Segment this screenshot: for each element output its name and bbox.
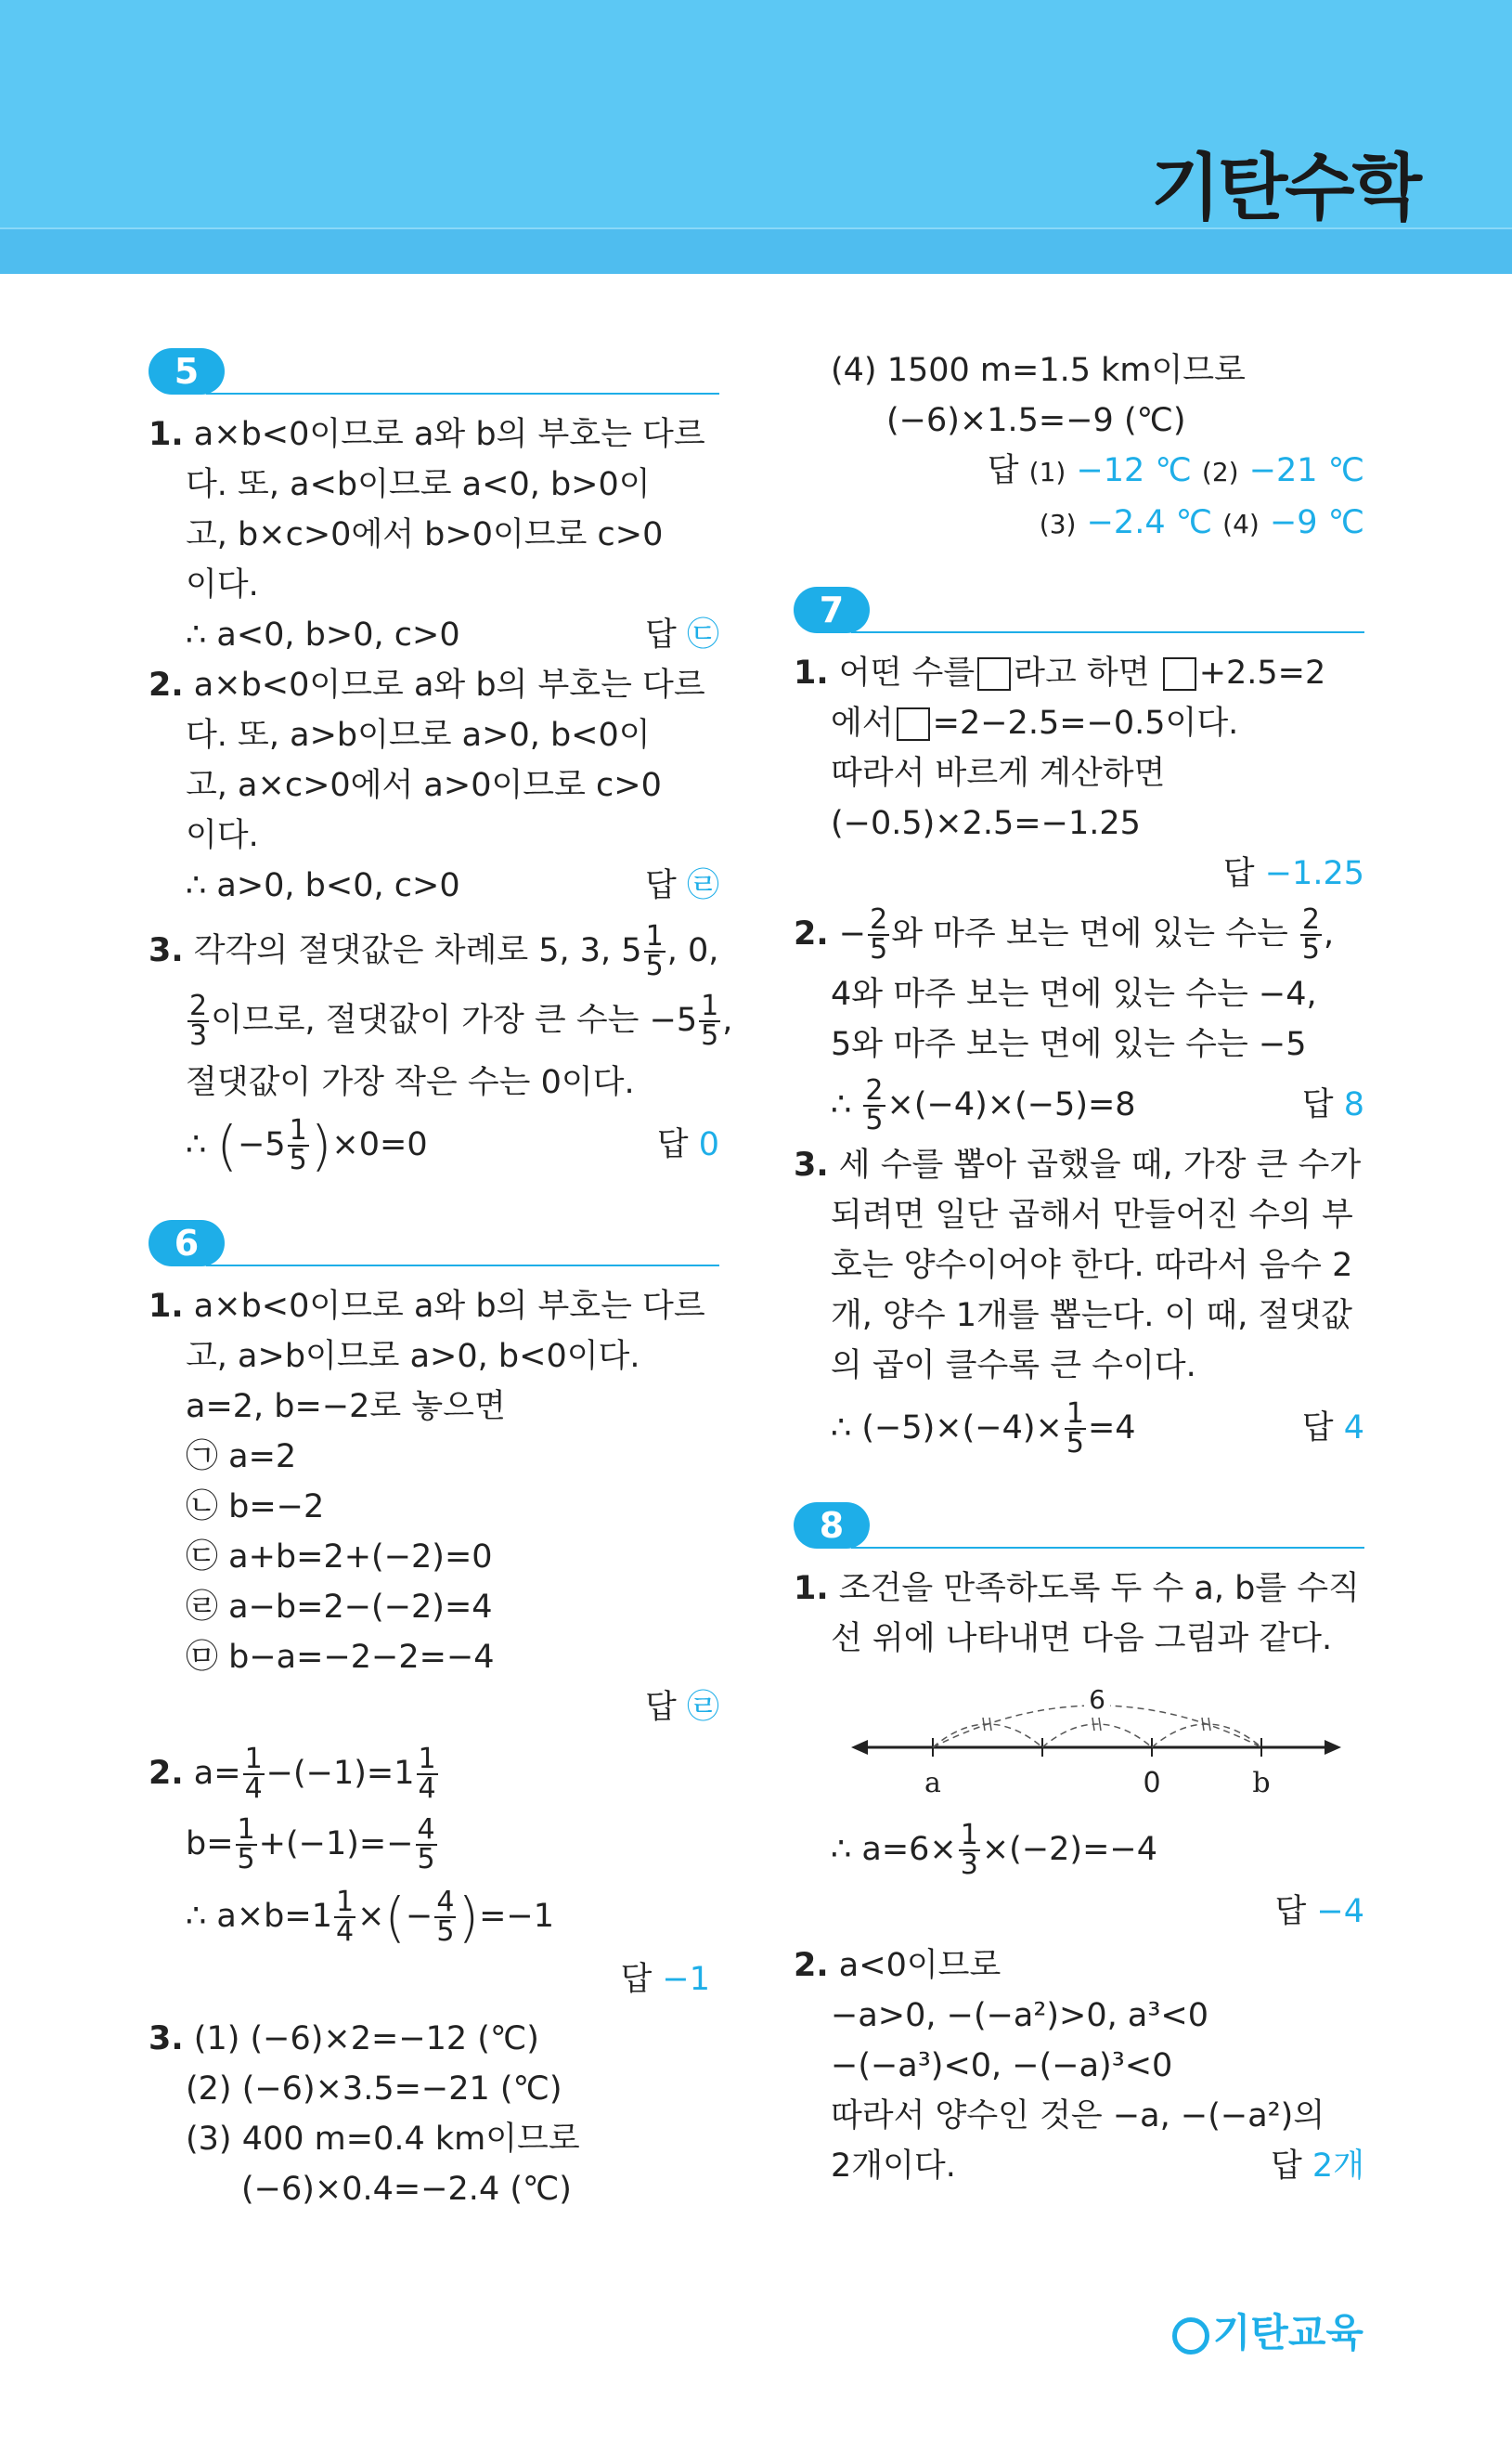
text-line: ∴ (−5)×(−4)× — [831, 1409, 1063, 1447]
fraction: $\frac{1}{3}$ — [960, 1819, 978, 1881]
answer-label: 답 — [620, 1961, 653, 1998]
text-line: a×b<0이므로 a와 b의 부호는 다르 — [193, 416, 705, 453]
text-line: 에서 — [831, 705, 894, 742]
text-line: × — [357, 1898, 385, 1935]
choice-item: ㉣ a−b=2−(−2)=4 — [186, 1589, 493, 1626]
answer-value: ㉢ — [686, 616, 719, 654]
text-line: 5와 마주 보는 면에 있는 수는 −5 — [831, 1026, 1307, 1063]
text-line: +(−1)=− — [258, 1825, 414, 1862]
problem-number: 2. — [149, 1755, 184, 1792]
text-line: 되려면 일단 곱해서 만들어진 수의 부 — [831, 1197, 1353, 1234]
choice-item: ㉢ a+b=2+(−2)=0 — [186, 1538, 493, 1576]
sub-label: (3) — [1039, 509, 1077, 539]
brand-logo: 기탄수학 — [1150, 147, 1419, 230]
text-line: −(−a³)<0, −(−a)³<0 — [831, 2047, 1173, 2084]
g-logo-icon — [1172, 2317, 1209, 2355]
header-banner — [0, 0, 1512, 272]
section-badge: 8 — [794, 1502, 870, 1549]
answer-value: −1 — [662, 1961, 710, 1998]
number-line-diagram — [794, 1673, 1364, 1812]
answer-label: 답 — [645, 616, 677, 654]
text-line: (3) 400 m=0.4 km이므로 — [186, 2121, 580, 2158]
footer-brand — [1172, 2303, 1363, 2358]
label-a: a — [924, 1767, 941, 1799]
label-zero: 0 — [1143, 1767, 1161, 1799]
problem-6-2: 2. a= $\frac{1}{4}$ −(−1)=1 $\frac{1}{4}$ b= $\frac{1}{5}$ +(−1)=− $\frac{4}{5}$ ∴ a×b=1 $\frac{1}{4}$ ×(− $\frac{4}{5}$ )=−1 답 −1 — [149, 1743, 710, 1998]
text-line: ∴ a=6× — [831, 1831, 957, 1868]
text-line: (−6)×0.4=−2.4 (℃) — [241, 2171, 572, 2208]
problem-7-1 — [794, 648, 1364, 899]
text-line: 어떤 수를 — [838, 655, 976, 692]
text-line: (−0.5)×2.5=−1.25 — [831, 805, 1141, 842]
arc-3 — [1152, 1724, 1261, 1747]
text-line: 개, 양수 1개를 뽑는다. 이 때, 절댓값 — [831, 1297, 1352, 1334]
fraction: $\frac{4}{5}$ — [436, 1886, 455, 1948]
text-line: 고, a×c>0에서 a>0이므로 c>0 — [186, 767, 662, 804]
text-line: =−1 — [479, 1898, 555, 1935]
problem-number: 1. — [794, 1570, 829, 1607]
text-line: a<0이므로 — [838, 1947, 1002, 1984]
axis-arrow-left — [851, 1740, 868, 1755]
text-line: 선 위에 나타내면 다음 그림과 같다. — [831, 1620, 1333, 1657]
text-line: , — [722, 1002, 733, 1039]
fraction: $\frac{1}{4}$ — [335, 1886, 355, 1948]
text-line: 따라서 바르게 계산하면 — [831, 755, 1166, 792]
section-7-header — [794, 587, 1364, 639]
text-line: 따라서 양수인 것은 −a, −(−a²)의 — [831, 2097, 1325, 2134]
problem-number: 1. — [149, 416, 184, 453]
fraction: $\frac{1}{5}$ — [701, 990, 719, 1052]
answer-label: 답 — [645, 1689, 677, 1726]
text-line: a=2, b=−2로 놓으면 — [186, 1388, 506, 1425]
problem-number: 3. — [149, 2020, 184, 2057]
text-line: − — [406, 1898, 433, 1935]
conclusion-line: ∴ a<0, b>0, c>0 — [186, 616, 460, 654]
text-line: 이므로, 절댓값이 가장 큰 수는 −5 — [211, 1002, 698, 1039]
text-line: 세 수를 뽑아 곱했을 때, 가장 큰 수가 — [838, 1147, 1362, 1184]
section-divider — [206, 1265, 719, 1266]
section-8-header — [794, 1502, 1364, 1554]
text-line: 호는 양수이어야 한다. 따라서 음수 2 — [831, 1247, 1353, 1284]
text-line: =2−2.5=−0.5이다. — [932, 705, 1239, 742]
axis-arrow-right — [1325, 1740, 1341, 1755]
section-badge: 7 — [794, 587, 870, 633]
text-line: 의 곱이 클수록 큰 수이다. — [831, 1347, 1196, 1384]
text-line: , 0, — [666, 932, 719, 969]
text-line: −a>0, −(−a²)>0, a³<0 — [831, 1997, 1208, 2034]
text-line: 각각의 절댓값은 차례로 5, 3, 5 — [193, 932, 642, 969]
answer-value: −12 ℃ — [1076, 452, 1192, 489]
text-line: 4와 마주 보는 면에 있는 수는 −4, — [831, 976, 1317, 1013]
blank-box — [1163, 657, 1196, 691]
text-line: −(−1)=1 — [265, 1755, 415, 1792]
text-line: a= — [193, 1755, 241, 1792]
label-b: b — [1252, 1767, 1271, 1799]
answer-label: 답 — [1301, 1086, 1334, 1123]
sub-label: (2) — [1201, 457, 1239, 487]
fraction: $\frac{2}{5}$ — [870, 903, 888, 966]
therefore-symbol: ∴ — [831, 1086, 852, 1123]
section-5-header — [149, 348, 719, 400]
fraction: $\frac{1}{5}$ — [645, 920, 664, 982]
problem-number: 2. — [149, 667, 184, 704]
answer-label: 답 — [1274, 1893, 1307, 1930]
fraction: $\frac{2}{3}$ — [189, 990, 208, 1052]
answer-label: 답 — [656, 1126, 689, 1163]
arc-1 — [933, 1724, 1042, 1747]
text-line: 와 마주 보는 면에 있는 수는 — [891, 915, 1288, 953]
text-line: (−6)×1.5=−9 (℃) — [886, 402, 1186, 439]
text-line: b= — [186, 1825, 234, 1862]
fraction: $\frac{2}{5}$ — [1301, 903, 1320, 966]
choice-item: ㉠ a=2 — [186, 1438, 297, 1475]
text-line: ×0=0 — [331, 1126, 428, 1163]
problem-number: 3. — [149, 932, 184, 969]
section-divider — [206, 393, 719, 395]
text-line: ×(−2)=−4 — [981, 1831, 1158, 1868]
right-column — [794, 345, 1364, 2191]
section-divider — [851, 1547, 1364, 1549]
problem-number: 2. — [794, 915, 829, 953]
fraction: $\frac{4}{5}$ — [417, 1813, 435, 1875]
problem-5-3: 3. 각각의 절댓값은 차례로 5, 3, 5 $\frac{1}{5}$ , 0, $\frac{2}{3}$ 이므로, 절댓값이 가장 큰 수는 −5 $\frac{1}{5}$ , 절댓값이 가장 작은 수는 0이다. ∴ (−5 $\frac{1}{5}$ )×0=0 답 0 — [149, 920, 733, 1177]
answer-label: 답 — [1222, 855, 1255, 892]
conclusion-line: ∴ a>0, b<0, c>0 — [186, 867, 460, 904]
answer-value: 0 — [698, 1126, 719, 1163]
text-line: =4 — [1087, 1409, 1136, 1447]
problem-7-3 — [794, 1140, 1364, 1465]
label-six: 6 — [1089, 1684, 1105, 1715]
text-line: (2) (−6)×3.5=−21 (℃) — [186, 2070, 562, 2108]
number-line-svg — [794, 1673, 1364, 1812]
text-line: (1) (−6)×2=−12 (℃) — [193, 2020, 539, 2057]
answer-value: 8 — [1343, 1086, 1364, 1123]
answer-label: 답 — [645, 867, 677, 904]
text-line: 고, a>b이므로 a>0, b<0이다. — [186, 1338, 640, 1375]
text-line: −5 — [238, 1126, 286, 1163]
footer-brand-text: 기탄교육 — [1212, 2310, 1363, 2355]
answer-label: 답 — [1270, 2147, 1302, 2185]
text-line: 조건을 만족하도록 두 수 a, b를 수직 — [838, 1570, 1360, 1607]
fraction: $\frac{1}{5}$ — [1066, 1397, 1084, 1460]
answer-value: −1.25 — [1264, 855, 1364, 892]
section-6-header — [149, 1220, 719, 1272]
text-line: 라고 하면 — [1014, 655, 1150, 692]
sub-label: (4) — [1222, 509, 1260, 539]
header-band — [0, 227, 1512, 274]
answer-label: 답 — [1301, 1409, 1334, 1447]
text-line: 이다. — [186, 566, 259, 603]
answer-value: −2.4 ℃ — [1086, 504, 1213, 541]
answer-value: −9 ℃ — [1269, 504, 1364, 541]
sub-label: (1) — [1028, 457, 1066, 487]
fraction: $\frac{1}{4}$ — [418, 1743, 436, 1805]
text-line: 이다. — [186, 817, 259, 854]
answer-label: 답 — [987, 452, 1019, 489]
answer-value: −4 — [1316, 1893, 1364, 1930]
left-column — [149, 348, 733, 2214]
text-line: 고, b×c>0에서 b>0이므로 c>0 — [186, 516, 664, 553]
answer-value: ㉣ — [686, 867, 719, 904]
problem-6-3 — [149, 2014, 719, 2214]
therefore-symbol: ∴ — [186, 1126, 207, 1163]
section-badge: 6 — [149, 1220, 225, 1266]
problem-number: 1. — [149, 1288, 184, 1325]
fraction: $\frac{1}{4}$ — [244, 1743, 263, 1805]
answer-value: 4 — [1343, 1409, 1364, 1447]
problem-8-2 — [794, 1940, 1364, 2191]
choice-item: ㉡ b=−2 — [186, 1488, 325, 1525]
problem-number: 1. — [794, 655, 829, 692]
answer-value: 2개 — [1312, 2147, 1364, 2185]
text-line: 다. 또, a<b이므로 a<0, b>0이 — [186, 466, 651, 503]
text-line: +2.5=2 — [1198, 655, 1326, 692]
text-line: 절댓값이 가장 작은 수는 0이다. — [186, 1064, 635, 1101]
text-line: (4) 1500 m=1.5 km이므로 — [831, 352, 1246, 389]
problem-5-2 — [149, 660, 719, 911]
answer-value: −21 ℃ — [1248, 452, 1364, 489]
problem-5-1 — [149, 409, 719, 660]
fraction: $\frac{1}{5}$ — [289, 1114, 307, 1176]
text-line: 다. 또, a>b이므로 a>0, b<0이 — [186, 717, 651, 754]
fraction: $\frac{2}{5}$ — [865, 1074, 884, 1136]
problem-6-3-continued — [794, 345, 1364, 550]
blank-box — [977, 657, 1011, 691]
fraction: $\frac{1}{5}$ — [237, 1813, 255, 1875]
section-divider — [851, 631, 1364, 633]
problem-number: 2. — [794, 1947, 829, 1984]
blank-box — [897, 707, 930, 741]
text-line: ×(−4)×(−5)=8 — [886, 1086, 1136, 1123]
text-line: ∴ a×b=1 — [186, 1898, 332, 1935]
text-line: , — [1324, 915, 1335, 953]
answer-value: ㉣ — [686, 1689, 719, 1726]
text-line: a×b<0이므로 a와 b의 부호는 다르 — [193, 667, 705, 704]
text-line: a×b<0이므로 a와 b의 부호는 다르 — [193, 1288, 705, 1325]
problem-6-1 — [149, 1281, 719, 1732]
choice-item: ㉤ b−a=−2−2=−4 — [186, 1639, 495, 1676]
text-line: − — [838, 915, 867, 953]
problem-7-2 — [794, 899, 1364, 1140]
section-badge: 5 — [149, 348, 225, 395]
arc-2 — [1042, 1724, 1152, 1747]
problem-8-1 — [794, 1563, 1364, 1937]
problem-number: 3. — [794, 1147, 829, 1184]
text-line: 2개이다. — [831, 2147, 956, 2185]
